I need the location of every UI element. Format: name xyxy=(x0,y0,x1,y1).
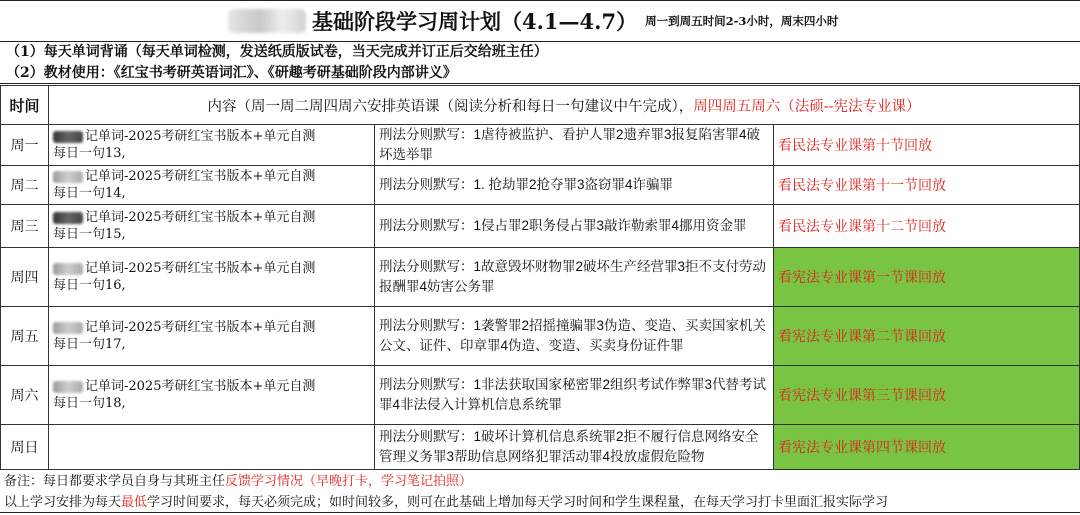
redacted-mark xyxy=(53,381,83,393)
course-cell: 看民法专业课第十节回放 xyxy=(774,125,1080,166)
page-title: 基础阶段学习周计划（4.1—4.7） xyxy=(312,9,638,34)
course-cell: 看宪法专业课第一节课回放 xyxy=(774,248,1080,307)
footer-line-b: 学习时间要求，每天必须完成；如时间较多，则可在此基础上增加每天学习时间和学生课程量，在每天学习打卡里面汇报实际学习 xyxy=(147,495,889,510)
vocab-cell xyxy=(49,307,375,366)
footer-line-a: 以上学习安排为每天 xyxy=(4,495,122,510)
header-content-red: 周四周五周六（法硕--宪法专业课） xyxy=(693,98,921,115)
vocab-task: 记单词-2025考研红宝书版本+单元自测 xyxy=(85,129,316,144)
course-cell: 看民法专业课第十二节回放 xyxy=(774,205,1080,248)
footer-line-red: 最低 xyxy=(121,495,148,510)
requirement-2: （2）教材使用：《红宝书考研英语词汇》、《研趣考研基础阶段内部讲义》 xyxy=(0,63,1080,84)
vocab-task: 记单词-2025考研红宝书版本+单元自测 xyxy=(85,261,316,276)
redacted-mark xyxy=(53,171,83,183)
law-cell: 刑法分则默写：1非法获取国家秘密罪2组织考试作弊罪3代替考试罪4非法侵入计算机信息系统罪 xyxy=(375,366,774,425)
vocab-task: 记单词-2025考研红宝书版本+单元自测 xyxy=(85,320,316,335)
redacted-mark xyxy=(53,131,83,143)
daily-sentence: 每日一句18, xyxy=(53,396,126,411)
day-cell: 周四 xyxy=(1,248,49,307)
day-cell: 周一 xyxy=(1,125,49,166)
vocab-cell xyxy=(49,125,375,166)
header-day: 时间 xyxy=(1,86,49,125)
daily-sentence: 每日一句17, xyxy=(53,337,126,352)
course-cell: 看宪法专业课第四节课回放 xyxy=(774,425,1080,470)
daily-sentence: 每日一句16, xyxy=(53,278,126,293)
redacted-logo xyxy=(228,9,306,33)
daily-sentence: 每日一句14, xyxy=(53,186,126,201)
vocab-cell xyxy=(49,248,375,307)
course-cell: 看民法专业课第十一节回放 xyxy=(774,166,1080,205)
header-content xyxy=(49,86,1080,125)
law-cell: 刑法分则默写：1破坏计算机信息系统罪2拒不履行信息网络安全管理义务罪3帮助信息网络犯罪活动罪4投放虚假危险物 xyxy=(375,425,774,470)
daily-sentence: 每日一句15, xyxy=(53,227,126,242)
vocab-task: 记单词-2025考研红宝书版本+单元自测 xyxy=(85,210,316,225)
table-row xyxy=(1,366,1080,425)
law-cell: 刑法分则默写：1袭警罪2招摇撞骗罪3伪造、变造、买卖国家机关公文、证件、印章罪4伪造、变造、买卖身份证件罪 xyxy=(375,307,774,366)
vocab-cell xyxy=(49,205,375,248)
vocab-cell xyxy=(49,366,375,425)
law-cell: 刑法分则默写：1虐待被监护、看护人罪2遗弃罪3报复陷害罪4破坏选举罪 xyxy=(375,125,774,166)
table-row xyxy=(1,307,1080,366)
footer-note-text: 备注：每日都要求学员自身与其班主任 xyxy=(4,474,226,489)
requirement-1: （1）每天单词背诵（每天单词检测，发送纸质版试卷，当天完成并订正后交给班主任） xyxy=(6,44,548,60)
law-cell: 刑法分则默写：1. 抢劫罪2抢夺罪3盗窃罪4诈骗罪 xyxy=(375,166,774,205)
table-header-row xyxy=(1,86,1080,125)
law-cell: 刑法分则默写：1侵占罪2职务侵占罪3敲诈勒索罪4挪用资金罪 xyxy=(375,205,774,248)
plan-table xyxy=(0,85,1080,470)
vocab-cell xyxy=(49,425,375,470)
vocab-task: 记单词-2025考研红宝书版本+单元自测 xyxy=(85,379,316,394)
table-row xyxy=(1,205,1080,248)
title-row xyxy=(0,0,1080,42)
footer-note-red-detail: （早晚打卡，学习笔记拍照） xyxy=(303,474,473,489)
day-cell: 周二 xyxy=(1,166,49,205)
footer-note xyxy=(0,472,1080,492)
table-row xyxy=(1,166,1080,205)
header-content-black: 内容（周一周二周四周六安排英语课（阅读分析和每日一句建议中午完成）， xyxy=(207,98,694,115)
day-cell: 周五 xyxy=(1,307,49,366)
redacted-mark xyxy=(53,263,83,275)
footer-requirement xyxy=(0,493,1080,513)
footer-note-red: 反馈学习情况 xyxy=(225,474,304,489)
day-cell: 周六 xyxy=(1,366,49,425)
vocab-cell xyxy=(49,166,375,205)
law-cell: 刑法分则默写：1故意毁坏财物罪2破坏生产经营罪3拒不支付劳动报酬罪4妨害公务罪 xyxy=(375,248,774,307)
table-row xyxy=(1,125,1080,166)
vocab-task: 记单词-2025考研红宝书版本+单元自测 xyxy=(85,169,316,184)
redacted-mark xyxy=(53,322,83,334)
day-cell: 周日 xyxy=(1,425,49,470)
table-row xyxy=(1,425,1080,470)
course-cell: 看宪法专业课第三节课回放 xyxy=(774,366,1080,425)
day-cell: 周三 xyxy=(1,205,49,248)
daily-sentence: 每日一句13, xyxy=(53,146,126,161)
redacted-mark xyxy=(53,212,83,224)
course-cell: 看宪法专业课第二节课回放 xyxy=(774,307,1080,366)
time-note: 周一到周五时间2-3小时，周末四小时 xyxy=(645,14,839,28)
table-row xyxy=(1,248,1080,307)
